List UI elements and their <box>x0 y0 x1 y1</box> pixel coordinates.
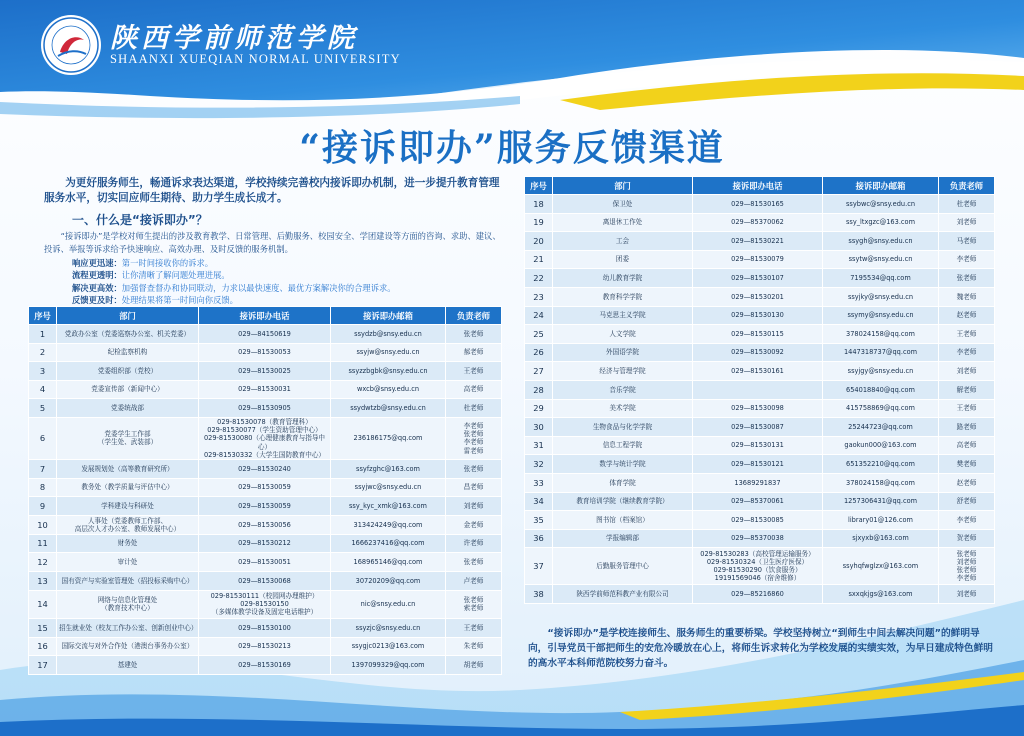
phone: 029—81530031 <box>199 380 331 399</box>
table-row <box>29 590 502 619</box>
contact-teacher: 王老师 <box>446 362 502 381</box>
table-row <box>525 473 995 492</box>
email[interactable]: 378024158@qq.com <box>823 325 939 344</box>
row-number: 5 <box>29 399 57 418</box>
row-number: 31 <box>525 436 553 455</box>
phone: 029—81530161 <box>693 362 823 381</box>
feature-point-label: 流程更透明： <box>72 270 122 281</box>
contact-teacher: 舒老师 <box>939 492 995 511</box>
contact-teacher: 郝老师 <box>446 343 502 362</box>
contact-teacher: 高老师 <box>446 380 502 399</box>
row-number: 26 <box>525 343 553 362</box>
department: 纪检监察机构 <box>57 343 199 362</box>
department: 人文学院 <box>553 325 693 344</box>
table-row <box>29 553 502 572</box>
row-number: 17 <box>29 656 57 675</box>
row-number: 29 <box>525 399 553 418</box>
contact-teacher: 杜老师 <box>446 399 502 418</box>
contact-teacher: 刘老师 <box>446 497 502 516</box>
table-header-row <box>525 177 995 195</box>
phone: 029—81530087 <box>693 418 823 437</box>
contact-teacher: 魏老师 <box>939 287 995 306</box>
department: 网络与信息化管理处 （教育技术中心） <box>57 590 199 619</box>
contact-teacher: 贺老师 <box>939 529 995 548</box>
phone: 029—81530240 <box>199 459 331 478</box>
phone: 029—81530107 <box>693 269 823 288</box>
header-cell: 接诉即办邮箱 <box>331 307 446 325</box>
row-number: 30 <box>525 418 553 437</box>
phone: 029—84150619 <box>199 325 331 344</box>
email[interactable]: 7195534@qq.com <box>823 269 939 288</box>
phone: 029—81530130 <box>693 306 823 325</box>
contact-teacher: 路老师 <box>939 418 995 437</box>
contact-teacher: 李老师 <box>939 511 995 530</box>
phone: 029—81530169 <box>199 656 331 675</box>
row-number: 19 <box>525 213 553 232</box>
contact-teacher: 张老师 <box>446 553 502 572</box>
phone: 029-81530111（校园网办理维护） 029-81530150 （多媒体教学设备及固定电话维护） <box>199 590 331 619</box>
feature-point-label: 反馈更及时： <box>72 295 122 306</box>
email[interactable]: ssy_kyc_xmk@163.com <box>331 497 446 516</box>
email[interactable]: 1666237416@qq.com <box>331 534 446 553</box>
table-row <box>29 325 502 344</box>
email[interactable]: library01@126.com <box>823 511 939 530</box>
email[interactable]: ssyjgy@snsy.edu.cn <box>823 362 939 381</box>
table-row <box>29 380 502 399</box>
table-row <box>525 325 995 344</box>
contact-teacher: 高老师 <box>939 436 995 455</box>
header-cell: 序号 <box>29 307 57 325</box>
phone: 029—85370061 <box>693 492 823 511</box>
table-row <box>29 478 502 497</box>
row-number: 32 <box>525 455 553 474</box>
table-row <box>525 306 995 325</box>
phone <box>693 380 823 399</box>
header-cell: 接诉即办电话 <box>693 177 823 195</box>
phone: 029—81530165 <box>693 195 823 214</box>
table-row <box>525 455 995 474</box>
section-body: “接诉即办”是学校对师生提出的涉及教育教学、日常管理、后勤服务、校园安全、学团建设等方面的咨询、求助、建议、投诉、举报等诉求给予快速响应、高效办理、及时反馈的服务机制。 <box>44 231 501 254</box>
department: 陕西学前师范科教产业有限公司 <box>553 585 693 604</box>
row-number: 6 <box>29 417 57 459</box>
row-number: 4 <box>29 380 57 399</box>
phone: 029—81530053 <box>199 343 331 362</box>
table-row <box>525 548 995 585</box>
contact-teacher: 王老师 <box>939 325 995 344</box>
feature-point-label: 解决更高效： <box>72 282 122 293</box>
table-row <box>525 436 995 455</box>
row-number: 21 <box>525 250 553 269</box>
table-row <box>525 380 995 399</box>
email[interactable]: ssygjc0213@163.com <box>331 637 446 656</box>
table-header-row <box>29 307 502 325</box>
phone: 13689291837 <box>693 473 823 492</box>
contact-teacher: 杜老师 <box>939 195 995 214</box>
table-row <box>29 362 502 381</box>
page-title: “接诉即办”服务反馈渠道 <box>299 127 725 169</box>
table-row <box>29 571 502 590</box>
phone: 029—81530059 <box>199 478 331 497</box>
header-cell: 部门 <box>553 177 693 195</box>
table-row <box>525 232 995 251</box>
email[interactable]: 313424249@qq.com <box>331 515 446 534</box>
email[interactable]: ssy_ltxgzc@163.com <box>823 213 939 232</box>
department: 党政办公室（党委巡察办公室、机关党委） <box>57 325 199 344</box>
phone: 029—81530213 <box>199 637 331 656</box>
contact-teacher: 赵老师 <box>939 473 995 492</box>
row-number: 8 <box>29 478 57 497</box>
email[interactable]: ssyhqfwglzx@163.com <box>823 548 939 585</box>
contact-teacher: 李老师 张老师 李老师 雷老师 <box>446 417 502 459</box>
row-number: 35 <box>525 511 553 530</box>
feature-point-label: 响应更迅速： <box>72 258 122 268</box>
email[interactable]: ssymy@snsy.edu.cn <box>823 306 939 325</box>
phone: 029—85216860 <box>693 585 823 604</box>
contact-teacher: 王老师 <box>446 619 502 638</box>
department: 党委学生工作部 （学生处、武装部） <box>57 417 199 459</box>
email[interactable]: wxcb@snsy.edu.cn <box>331 380 446 399</box>
intro-paragraph: 为更好服务师生，畅通诉求表达渠道，学校持续完善校内接诉即办机制，进一步提升教育管理服务水平，切实回应师生期待、助力学生成长成才。 <box>44 177 500 204</box>
phone: 029—81530051 <box>199 553 331 572</box>
contact-teacher: 张老师 索老师 <box>446 590 502 619</box>
email[interactable]: 25244723@qq.com <box>823 418 939 437</box>
contact-teacher: 李老师 <box>939 250 995 269</box>
contact-teacher: 刘老师 <box>939 585 995 604</box>
header-cell: 接诉即办电话 <box>199 307 331 325</box>
row-number: 10 <box>29 515 57 534</box>
table-row <box>525 343 995 362</box>
table-row <box>525 399 995 418</box>
contact-teacher: 刘老师 <box>939 213 995 232</box>
phone: 029—81530115 <box>693 325 823 344</box>
department: 团委 <box>553 250 693 269</box>
row-number: 34 <box>525 492 553 511</box>
table-row <box>29 459 502 478</box>
contact-teacher: 张老师 <box>446 325 502 344</box>
contact-teacher: 解老师 <box>939 380 995 399</box>
email[interactable]: ssyjw@snsy.edu.cn <box>331 343 446 362</box>
department: 美术学院 <box>553 399 693 418</box>
row-number: 12 <box>29 553 57 572</box>
row-number: 33 <box>525 473 553 492</box>
table-row <box>525 418 995 437</box>
department: 党委宣传部（新闻中心） <box>57 380 199 399</box>
phone: 029—81530098 <box>693 399 823 418</box>
table-row <box>525 362 995 381</box>
header-cell: 接诉即办邮箱 <box>823 177 939 195</box>
department: 基建处 <box>57 656 199 675</box>
header-cell: 序号 <box>525 177 553 195</box>
feature-point-text: 加强督查督办和协同联动，力求以最快速度、最优方案解决你的合理诉求。 <box>121 282 396 293</box>
row-number: 22 <box>525 269 553 288</box>
email[interactable]: ssydwtzb@snsy.edu.cn <box>331 399 446 418</box>
department: 体育学院 <box>553 473 693 492</box>
department: 审计处 <box>57 553 199 572</box>
department: 信息工程学院 <box>553 436 693 455</box>
table-row <box>525 213 995 232</box>
row-number: 9 <box>29 497 57 516</box>
email[interactable]: ssybwc@snsy.edu.cn <box>823 195 939 214</box>
department: 发展规划处（高等教育研究所） <box>57 459 199 478</box>
contact-teacher: 金老师 <box>446 515 502 534</box>
phone: 029—81530059 <box>199 497 331 516</box>
phone: 029—81530085 <box>693 511 823 530</box>
department: 图书馆（档案馆） <box>553 511 693 530</box>
closing-paragraph: “接诉即办”是学校连接师生、服务师生的重要桥梁。学校坚持树立“到师生中间去解决问题”的鲜明导向，引导党员干部把师生的安危冷暖放在心上，将师生诉求转化为学校发展的实绩实效，为早日建成特色鲜明的高水平本科师范院校努力奋斗。 <box>528 628 993 669</box>
email[interactable]: sjxyxb@163.com <box>823 529 939 548</box>
department: 招生就业处（校友工作办公室、创新创业中心） <box>57 619 199 638</box>
feature-point <box>72 294 396 306</box>
contact-teacher: 昌老师 <box>446 478 502 497</box>
email[interactable]: ssygh@snsy.edu.cn <box>823 232 939 251</box>
email[interactable]: ssyzjc@snsy.edu.cn <box>331 619 446 638</box>
contact-teacher: 张老师 <box>939 269 995 288</box>
department: 外国语学院 <box>553 343 693 362</box>
row-number: 15 <box>29 619 57 638</box>
table-row <box>525 287 995 306</box>
department: 人事处（党委教师工作部、 高层次人才办公室、教师发展中心） <box>57 515 199 534</box>
email[interactable]: nic@snsy.edu.cn <box>331 590 446 619</box>
phone: 029—81530100 <box>199 619 331 638</box>
contact-table-left <box>28 306 502 675</box>
header-cell: 负责老师 <box>446 307 502 325</box>
email[interactable]: 654018840@qq.com <box>823 380 939 399</box>
header-cell: 负责老师 <box>939 177 995 195</box>
row-number: 16 <box>29 637 57 656</box>
department: 音乐学院 <box>553 380 693 399</box>
email[interactable]: ssyjwc@snsy.edu.cn <box>331 478 446 497</box>
contact-teacher: 张老师 刘老师 张老师 李老师 <box>939 548 995 585</box>
row-number: 25 <box>525 325 553 344</box>
department: 工会 <box>553 232 693 251</box>
row-number: 13 <box>29 571 57 590</box>
department: 国际交流与对外合作处（港澳台事务办公室） <box>57 637 199 656</box>
contact-teacher: 卢老师 <box>446 571 502 590</box>
department: 生物食品与化学学院 <box>553 418 693 437</box>
row-number: 23 <box>525 287 553 306</box>
contact-teacher: 李老师 <box>939 343 995 362</box>
contact-teacher: 胡老师 <box>446 656 502 675</box>
department: 教育培训学院（继续教育学院） <box>553 492 693 511</box>
table-row <box>525 529 995 548</box>
email[interactable]: ssytw@snsy.edu.cn <box>823 250 939 269</box>
phone: 029-81530283（高校管理运输服务） 029-81530324（卫生医疗医保） 029-81530290（饮食服务） 19191569046（宿舍维修） <box>693 548 823 585</box>
department: 马克思主义学院 <box>553 306 693 325</box>
table-row <box>525 269 995 288</box>
department: 党委组织部（党校） <box>57 362 199 381</box>
contact-teacher: 樊老师 <box>939 455 995 474</box>
feature-point-text: 处理结果将第一时间向你反馈。 <box>121 295 238 306</box>
contact-table-right <box>524 176 995 604</box>
school-name-en: SHAANXI XUEQIAN NORMAL UNIVERSITY <box>110 52 401 66</box>
email[interactable]: ssyzzbgbk@snsy.edu.cn <box>331 362 446 381</box>
contact-teacher: 张老师 <box>446 459 502 478</box>
phone: 029—85370062 <box>693 213 823 232</box>
department: 离退休工作处 <box>553 213 693 232</box>
email[interactable]: 1257306431@qq.com <box>823 492 939 511</box>
phone: 029—81530068 <box>199 571 331 590</box>
contact-teacher: 王老师 <box>939 399 995 418</box>
department: 党委统战部 <box>57 399 199 418</box>
row-number: 27 <box>525 362 553 381</box>
table-row <box>29 343 502 362</box>
contact-teacher: 朱老师 <box>446 637 502 656</box>
department: 保卫处 <box>553 195 693 214</box>
row-number: 2 <box>29 343 57 362</box>
table-row <box>525 585 995 604</box>
email[interactable]: sxxqkjgs@163.com <box>823 585 939 604</box>
row-number: 37 <box>525 548 553 585</box>
department: 数学与统计学院 <box>553 455 693 474</box>
phone: 029—81530212 <box>199 534 331 553</box>
department: 财务处 <box>57 534 199 553</box>
feature-point <box>72 257 396 269</box>
table-row <box>525 195 995 214</box>
row-number: 24 <box>525 306 553 325</box>
phone: 029—85370038 <box>693 529 823 548</box>
section-title: 一、什么是“接诉即办”？ <box>72 213 208 227</box>
row-number: 1 <box>29 325 57 344</box>
row-number: 38 <box>525 585 553 604</box>
row-number: 11 <box>29 534 57 553</box>
email[interactable]: 168965146@qq.com <box>331 553 446 572</box>
contact-teacher: 许老师 <box>446 534 502 553</box>
phone: 029—81530121 <box>693 455 823 474</box>
feature-point-text: 第一时间接收你的诉求。 <box>121 258 214 268</box>
department: 学科建设与科研处 <box>57 497 199 516</box>
table-row <box>29 619 502 638</box>
department: 教务处（教学质量与评估中心） <box>57 478 199 497</box>
contact-teacher: 赵老师 <box>939 306 995 325</box>
table-row <box>525 492 995 511</box>
header-cell: 部门 <box>57 307 199 325</box>
table-row <box>29 637 502 656</box>
feature-points <box>72 257 396 307</box>
email[interactable]: 236186175@qq.com <box>331 417 446 459</box>
phone: 029-81530078（教育管理科） 029-81530077（学生资助管理中心） 029-81530080（心理健康教育与指导中心） 029-81530332（大学生国防教育中心） <box>199 417 331 459</box>
email[interactable]: ssyfzghc@163.com <box>331 459 446 478</box>
row-number: 18 <box>525 195 553 214</box>
email[interactable]: ssyjky@snsy.edu.cn <box>823 287 939 306</box>
phone: 029—81530025 <box>199 362 331 381</box>
email[interactable]: 1447318737@qq.com <box>823 343 939 362</box>
department: 幼儿教育学院 <box>553 269 693 288</box>
department: 经济与管理学院 <box>553 362 693 381</box>
phone: 029—81530092 <box>693 343 823 362</box>
feature-point-text: 让你清晰了解问题处理进展。 <box>121 270 230 281</box>
phone: 029—81530056 <box>199 515 331 534</box>
department: 学报编辑部 <box>553 529 693 548</box>
row-number: 28 <box>525 380 553 399</box>
row-number: 14 <box>29 590 57 619</box>
phone: 029—81530221 <box>693 232 823 251</box>
row-number: 20 <box>525 232 553 251</box>
table-row <box>525 250 995 269</box>
department: 教育科学学院 <box>553 287 693 306</box>
phone: 029—81530905 <box>199 399 331 418</box>
email[interactable]: 1397099329@qq.com <box>331 656 446 675</box>
table-row <box>29 417 502 459</box>
department: 后勤服务管理中心 <box>553 548 693 585</box>
email[interactable]: 30720209@qq.com <box>331 571 446 590</box>
table-row <box>29 399 502 418</box>
feature-point <box>72 282 396 294</box>
email[interactable]: gaokun000@163.com <box>823 436 939 455</box>
email[interactable]: 651352210@qq.com <box>823 455 939 474</box>
feature-point <box>72 269 396 281</box>
school-logo <box>40 14 102 76</box>
phone: 029—81530079 <box>693 250 823 269</box>
table-row <box>29 515 502 534</box>
row-number: 3 <box>29 362 57 381</box>
row-number: 7 <box>29 459 57 478</box>
phone: 029—81530131 <box>693 436 823 455</box>
row-number: 36 <box>525 529 553 548</box>
table-row <box>29 497 502 516</box>
table-row <box>29 534 502 553</box>
contact-teacher: 刘老师 <box>939 362 995 381</box>
table-row <box>29 656 502 675</box>
email[interactable]: ssydzb@snsy.edu.cn <box>331 325 446 344</box>
contact-teacher: 马老师 <box>939 232 995 251</box>
school-name-cn: 陕西学前师范学院 <box>110 23 358 54</box>
email[interactable]: 415758869@qq.com <box>823 399 939 418</box>
department: 国有资产与实验室管理处（招投标采购中心） <box>57 571 199 590</box>
table-row <box>525 511 995 530</box>
email[interactable]: 378024158@qq.com <box>823 473 939 492</box>
phone: 029—81530201 <box>693 287 823 306</box>
